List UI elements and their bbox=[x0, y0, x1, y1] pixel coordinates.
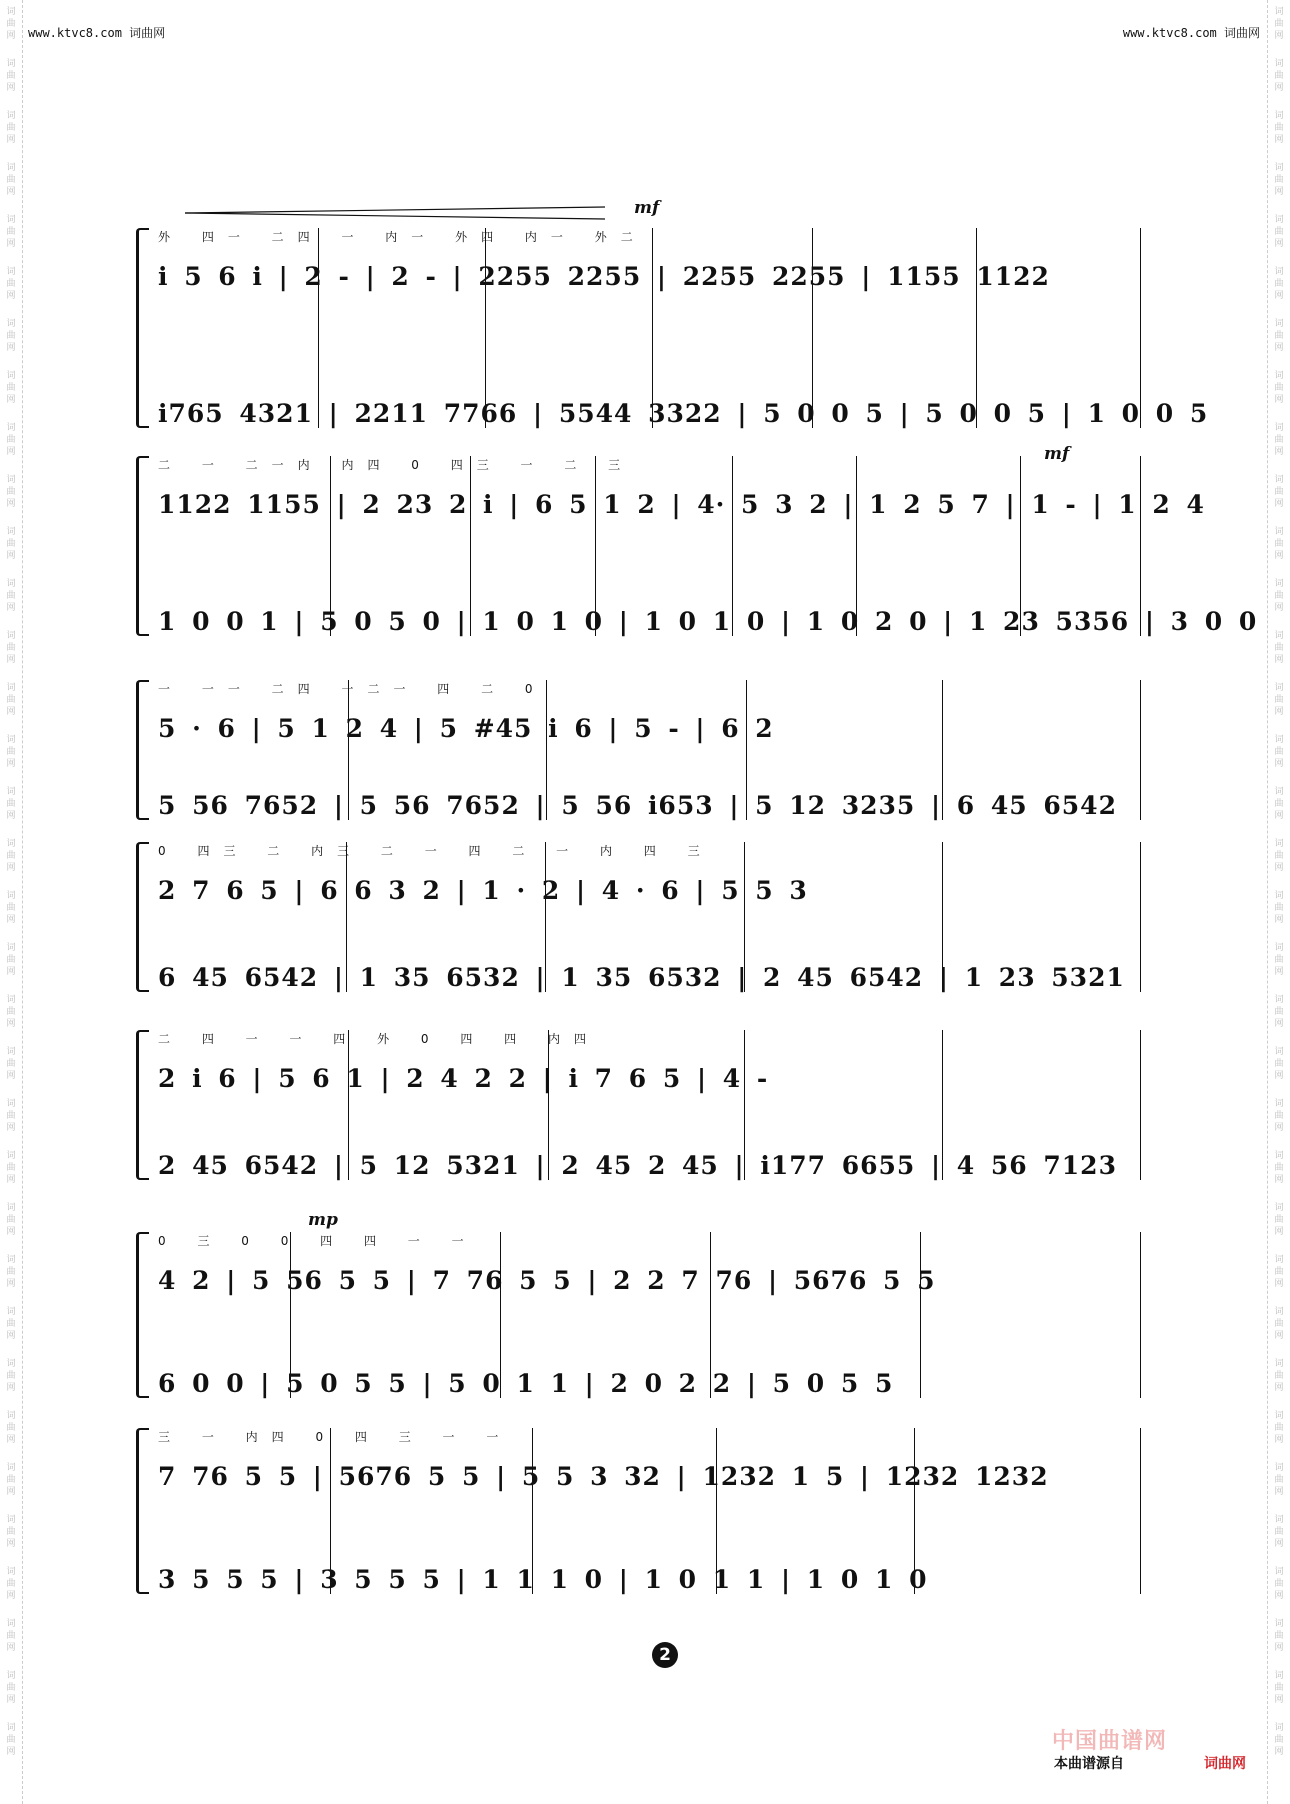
page-number: 2 bbox=[652, 1642, 678, 1668]
header-left-url[interactable]: www.ktvc8.com 词曲网 bbox=[28, 26, 166, 40]
side-watermark-text: 词曲网 bbox=[6, 1463, 16, 1497]
fingering-marks: 外 四一 二四 一 内一 外四 内一 外二 bbox=[158, 230, 647, 244]
side-watermark-text: 词曲网 bbox=[6, 995, 16, 1029]
side-watermark-text: 词曲网 bbox=[1274, 527, 1284, 561]
side-watermark-text: 词曲网 bbox=[1274, 1307, 1284, 1341]
side-watermark-text: 词曲网 bbox=[6, 631, 16, 665]
side-watermark-text: 词曲网 bbox=[6, 839, 16, 873]
side-watermark-text: 词曲网 bbox=[1274, 1515, 1284, 1549]
bar-line bbox=[652, 228, 653, 428]
upper-voice: 4 2 | 5 56 5 5 | 7 76 5 5 | 2 2 7 76 | 5676 5 5 bbox=[158, 1266, 936, 1295]
side-watermark-text: 词曲网 bbox=[1274, 1463, 1284, 1497]
bar-line bbox=[318, 228, 319, 428]
score-system-7 bbox=[140, 1428, 1148, 1594]
side-watermark-text: 词曲网 bbox=[6, 267, 16, 301]
upper-voice: 2 i 6 | 5 6 1 | 2 4 2 2 | i 7 6 5 | 4 - bbox=[158, 1064, 769, 1093]
side-watermark-text: 词曲网 bbox=[6, 423, 16, 457]
side-watermark-text: 词曲网 bbox=[6, 579, 16, 613]
side-watermark-text: 词曲网 bbox=[6, 1203, 16, 1237]
side-watermark-text: 词曲网 bbox=[6, 163, 16, 197]
side-watermark-text: 词曲网 bbox=[6, 735, 16, 769]
site-logo: 中国曲谱网 bbox=[1052, 1729, 1168, 1754]
fingering-marks: 0 三 0 0 四 四 一 一 bbox=[158, 1234, 478, 1248]
side-watermark-text: 词曲网 bbox=[1274, 371, 1284, 405]
side-watermark-text: 词曲网 bbox=[1274, 1723, 1284, 1757]
side-watermark-text: 词曲网 bbox=[6, 787, 16, 821]
left-watermark-strip bbox=[0, 0, 23, 1804]
lower-voice: 3 5 5 5 | 3 5 5 5 | 1 1 1 0 | 1 0 1 1 | 1 0 1 0 bbox=[158, 1565, 928, 1594]
bar-line bbox=[1140, 228, 1141, 428]
side-watermark-text: 词曲网 bbox=[1274, 1671, 1284, 1705]
side-watermark-text: 词曲网 bbox=[6, 527, 16, 561]
side-watermark-text: 词曲网 bbox=[1274, 1619, 1284, 1653]
side-watermark-text: 词曲网 bbox=[6, 1359, 16, 1393]
system-brace bbox=[136, 228, 149, 428]
side-watermark-text: 词曲网 bbox=[6, 1567, 16, 1601]
side-watermark-text: 词曲网 bbox=[6, 371, 16, 405]
side-watermark-text: 词曲网 bbox=[6, 943, 16, 977]
header-right-url[interactable]: www.ktvc8.com 词曲网 bbox=[1122, 26, 1260, 40]
side-watermark-text: 词曲网 bbox=[1274, 319, 1284, 353]
lower-voice: 6 45 6542 | 1 35 6532 | 1 35 6532 | 2 45 6542 | 1 23 5321 bbox=[158, 963, 1125, 992]
side-watermark-text: 词曲网 bbox=[1274, 839, 1284, 873]
side-watermark-text: 词曲网 bbox=[1274, 215, 1284, 249]
side-watermark-text: 词曲网 bbox=[6, 1515, 16, 1549]
side-watermark-text: 词曲网 bbox=[1274, 579, 1284, 613]
source-brand[interactable]: 词曲网 bbox=[1204, 1756, 1246, 1772]
side-watermark-text: 词曲网 bbox=[6, 59, 16, 93]
fingering-marks: 二 一 二一内 内四 0 四三 一 二 三 bbox=[158, 458, 635, 472]
dynamic-mark: mp bbox=[308, 1210, 338, 1230]
side-watermark-text: 词曲网 bbox=[6, 1671, 16, 1705]
fingering-marks: 0 四三 二 内三 二 一 四 二 一 内 四 三 bbox=[158, 844, 714, 858]
side-watermark-text: 词曲网 bbox=[1274, 1047, 1284, 1081]
dynamic-mark: mf bbox=[1044, 444, 1070, 464]
source-label: 本曲谱源自 bbox=[1054, 1756, 1124, 1772]
side-watermark-text: 词曲网 bbox=[6, 1411, 16, 1445]
side-watermark-text: 词曲网 bbox=[1274, 7, 1284, 41]
side-watermark-text: 词曲网 bbox=[1274, 267, 1284, 301]
side-watermark-text: 词曲网 bbox=[1274, 1255, 1284, 1289]
side-watermark-text: 词曲网 bbox=[1274, 787, 1284, 821]
side-watermark-text: 词曲网 bbox=[1274, 423, 1284, 457]
side-watermark-text: 词曲网 bbox=[1274, 1203, 1284, 1237]
side-watermark-text: 词曲网 bbox=[1274, 1567, 1284, 1601]
bar-line bbox=[976, 228, 977, 428]
side-watermark-text: 词曲网 bbox=[6, 1151, 16, 1185]
fingering-marks: 二 四 一 一 四 外 0 四 四 内四 bbox=[158, 1032, 600, 1046]
crescendo-hairpin bbox=[185, 206, 605, 220]
system-brace bbox=[136, 1030, 149, 1180]
side-watermark-text: 词曲网 bbox=[1274, 735, 1284, 769]
side-watermark-text: 词曲网 bbox=[1274, 163, 1284, 197]
side-watermark-text: 词曲网 bbox=[1274, 891, 1284, 925]
score-system-6 bbox=[140, 1232, 1148, 1398]
system-brace bbox=[136, 842, 149, 992]
side-watermark-text: 词曲网 bbox=[1274, 631, 1284, 665]
side-watermark-text: 词曲网 bbox=[1274, 995, 1284, 1029]
side-watermark-text: 词曲网 bbox=[1274, 1099, 1284, 1133]
fingering-marks: 一 一一 二四 一二一 四 二 0 bbox=[158, 682, 547, 696]
side-watermark-text: 词曲网 bbox=[6, 475, 16, 509]
side-watermark-text: 词曲网 bbox=[6, 1307, 16, 1341]
dynamic-mark: mf bbox=[634, 198, 660, 218]
score-system-1 bbox=[140, 228, 1209, 428]
system-brace bbox=[136, 1428, 149, 1594]
side-watermark-text: 词曲网 bbox=[1274, 1151, 1284, 1185]
system-brace bbox=[136, 680, 149, 820]
side-watermark-text: 词曲网 bbox=[1274, 1411, 1284, 1445]
side-watermark-text: 词曲网 bbox=[6, 891, 16, 925]
side-watermark-text: 词曲网 bbox=[6, 1255, 16, 1289]
score-system-2 bbox=[140, 456, 1258, 636]
upper-voice: i 5 6 i | 2 - | 2 - | 2255 2255 | 2255 2255 | 1155 1122 bbox=[158, 262, 1050, 291]
bar-line bbox=[812, 228, 813, 428]
side-watermark-text: 词曲网 bbox=[1274, 475, 1284, 509]
side-watermark-text: 词曲网 bbox=[1274, 111, 1284, 145]
side-watermark-text: 词曲网 bbox=[6, 7, 16, 41]
side-watermark-text: 词曲网 bbox=[6, 1099, 16, 1133]
upper-voice: 1122 1155 | 2 23 2 i | 6 5 1 2 | 4· 5 3 2 | 1 2 5 7 | 1 - | 1 2 4 bbox=[158, 490, 1205, 519]
lower-voice: 5 56 7652 | 5 56 7652 | 5 56 i653 | 5 12 3235 | 6 45 6542 bbox=[158, 791, 1117, 820]
system-brace bbox=[136, 1232, 149, 1398]
upper-voice: 5 · 6 | 5 1 2 4 | 5 #45 i 6 | 5 - | 6 2 bbox=[158, 714, 774, 743]
bar-line bbox=[485, 228, 486, 428]
side-watermark-text: 词曲网 bbox=[1274, 683, 1284, 717]
side-watermark-text: 词曲网 bbox=[6, 215, 16, 249]
side-watermark-text: 词曲网 bbox=[1274, 1359, 1284, 1393]
lower-voice: 6 0 0 | 5 0 5 5 | 5 0 1 1 | 2 0 2 2 | 5 0 5 5 bbox=[158, 1369, 894, 1398]
lower-voice: 2 45 6542 | 5 12 5321 | 2 45 2 45 | i177 6655 | 4 56 7123 bbox=[158, 1151, 1117, 1180]
lower-voice: 1 0 0 1 | 5 0 5 0 | 1 0 1 0 | 1 0 1 0 | 1 0 2 0 | 1 23 5356 | 3 0 0 bbox=[158, 607, 1258, 636]
side-watermark-text: 词曲网 bbox=[6, 111, 16, 145]
upper-voice: 7 76 5 5 | 5676 5 5 | 5 5 3 32 | 1232 1 5 | 1232 1232 bbox=[158, 1462, 1049, 1491]
side-watermark-text: 词曲网 bbox=[6, 1047, 16, 1081]
right-watermark-strip bbox=[1267, 0, 1290, 1804]
lower-voice: i765 4321 | 2211 7766 | 5544 3322 | 5 0 0 5 | 5 0 0 5 | 1 0 0 5 bbox=[158, 399, 1209, 428]
side-watermark-text: 词曲网 bbox=[1274, 943, 1284, 977]
score-system-5 bbox=[140, 1030, 1148, 1180]
upper-voice: 2 7 6 5 | 6 6 3 2 | 1 · 2 | 4 · 6 | 5 5 3 bbox=[158, 876, 808, 905]
side-watermark-text: 词曲网 bbox=[6, 1619, 16, 1653]
side-watermark-text: 词曲网 bbox=[1274, 59, 1284, 93]
score-system-4 bbox=[140, 842, 1148, 992]
score-system-3 bbox=[140, 680, 1148, 820]
system-brace bbox=[136, 456, 149, 636]
side-watermark-text: 词曲网 bbox=[6, 683, 16, 717]
side-watermark-text: 词曲网 bbox=[6, 319, 16, 353]
fingering-marks: 三 一 内四 0 四 三 一 一 bbox=[158, 1430, 513, 1444]
side-watermark-text: 词曲网 bbox=[6, 1723, 16, 1757]
